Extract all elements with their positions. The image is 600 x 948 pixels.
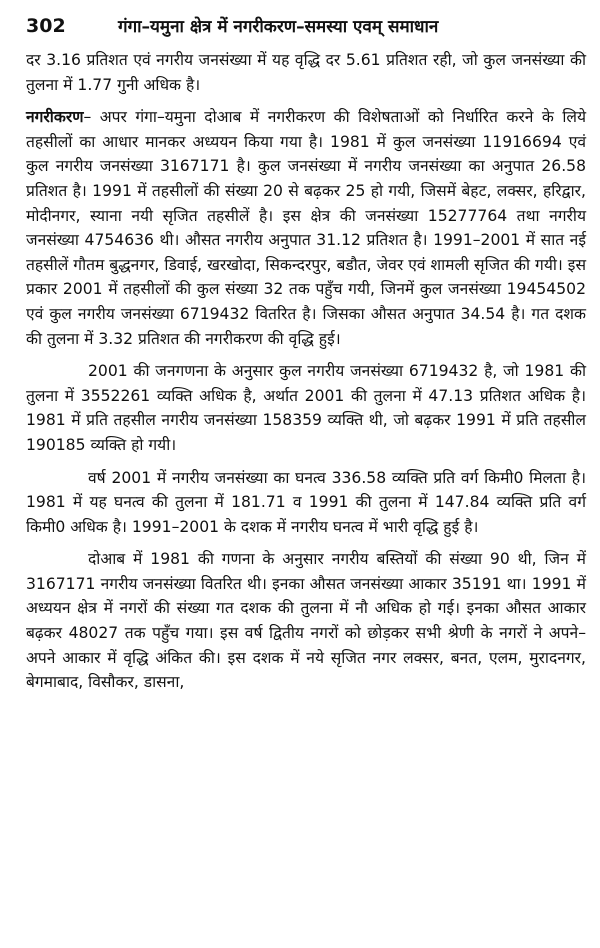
page-header xyxy=(26,14,586,44)
paragraph-density xyxy=(26,466,586,540)
paragraph-text: – अपर गंगा–यमुना दोआब में नगरीकरण की विशेषताओं को निर्धारित करने के लिये तहसीलों का आधार मानकर अध्ययन किया गया है। 1981 में कुल जनसंख्या 11916694 एवं कुल नगरीय जनसंख्या 3167171 है। कुल जनसंख्या में नगरीय जनसंख्या का अनुपात 26.58 प्रतिशत है। 1991 में तहसीलों की संख्या 20 से बढ़कर 25 हो गयी, जिसमें बेहट, लक्सर, हरिद्वार, मोदीनगर, स्याना नयी सृजित तहसीलें है। इस क्षेत्र की जनसंख्या 15277764 तथा नगरीय जनसंख्या 4754636 थी। औसत नगरीय अनुपात 31.12 प्रतिशत है। 1991–2001 में सात नई तहसीलें गौतम बुद्धनगर, डिवाई, खरखोदा, सिकन्दरपुर, बडौत, जेवर एवं शामली सृजित की गयी। इस प्रकार 2001 में तहसीलों की कुल संख्या 32 तक पहुँच गयी, जिनमें कुल जनसंख्या 19454502 एवं कुल नगरीय जनसंख्या 6719432 वितरित है। जिसका औसत अनुपात 34.54 है। गत दशक की तुलना में 3.32 प्रतिशत की नगरीकरण की वृद्धि हुई। xyxy=(26,108,586,348)
paragraph-growth-rate xyxy=(26,48,586,97)
paragraph-urban-settlements xyxy=(26,547,586,695)
paragraph-urbanization xyxy=(26,105,586,351)
paragraph-lead-heading: नगरीकरण xyxy=(26,108,84,127)
paragraph-text: दर 3.16 प्रतिशत एवं नगरीय जनसंख्या में यह वृद्धि दर 5.61 प्रतिशत रही, जो कुल जनसंख्या की तुलना में 1.77 गुनी अधिक है। xyxy=(26,51,586,94)
running-title: गंगा–यमुना क्षेत्र में नगरीकरण–समस्या एवम् समाधान xyxy=(118,17,439,37)
paragraph-text: दोआब में 1981 की गणना के अनुसार नगरीय बस्तियों की संख्या 90 थी, जिन में 3167171 नगरीय जनसंख्या वितरित थी। इनका औसत जनसंख्या आकार 35191 था। 1991 में अध्ययन क्षेत्र में नगरों की संख्या गत दशक की तुलना में नौ अधिक हो गई। इनका औसत आकार बढ़कर 48027 तक पहुँच गया। इस वर्ष द्वितीय नगरों को छोड़कर सभी श्रेणी के नगरों ने अपने–अपने आकार में वृद्धि अंकित की। इस दशक में नये सृजित नगर लक्सर, बनत, एलम, मुरादनगर, बेगमाबाद, विसौकर, डासना, xyxy=(26,550,586,692)
paragraph-text: वर्ष 2001 में नगरीय जनसंख्या का घनत्व 336.58 व्यक्ति प्रति वर्ग किमी0 मिलता है। 1981 में यह घनत्व की तुलना में 181.71 व 1991 की तुलना में 147.84 व्यक्ति प्रति वर्ग किमी0 अधिक है। 1991–2001 के दशक में नगरीय घनत्व में भारी वृद्धि हुई है। xyxy=(26,468,586,536)
page-number: 302 xyxy=(26,15,66,37)
paragraph-text: 2001 की जनगणना के अनुसार कुल नगरीय जनसंख्या 6719432 है, जो 1981 की तुलना में 3552261 व्यक्ति अधिक है, अर्थात 2001 की तुलना में 47.13 प्रतिशत अधिक है। 1981 में प्रति तहसील नगरीय जनसंख्या 158359 व्यक्ति थी, जो बढ़कर 1991 में प्रति तहसील 190185 व्यक्ति हो गयी। xyxy=(26,362,586,454)
paragraph-census-2001 xyxy=(26,359,586,457)
body-text xyxy=(26,48,586,695)
